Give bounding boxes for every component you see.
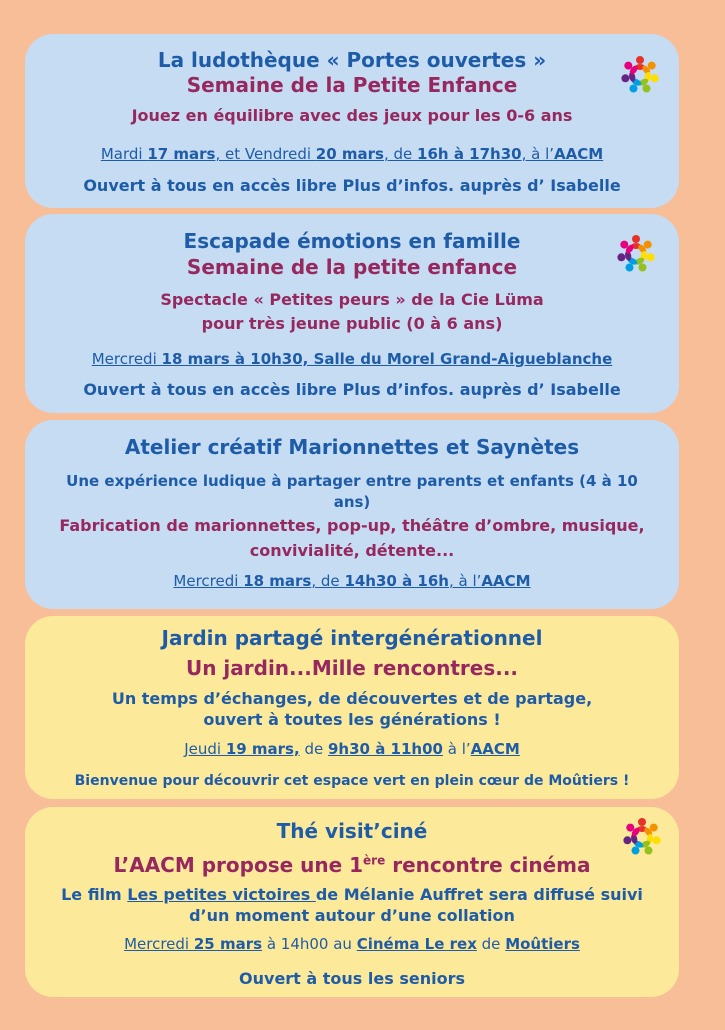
logo-figure-head bbox=[626, 264, 634, 272]
event-description: Le film Les petites victoires de Mélanie Auffret sera diffusé suivi bbox=[61, 885, 643, 904]
event-description: ans) bbox=[333, 493, 371, 511]
logo-figure-head bbox=[626, 824, 634, 832]
event-date: Mardi 17 mars, et Vendredi 20 mars, de 16h à 17h30, à l’AACM bbox=[100, 145, 604, 163]
event-footer: Ouvert à tous en accès libre Plus d’infos. auprès d’ Isabelle bbox=[83, 380, 621, 399]
logo-figure-head bbox=[647, 253, 655, 261]
event-subtitle: Semaine de la Petite Enfance bbox=[186, 73, 518, 97]
event-title: Thé visit’ciné bbox=[276, 819, 428, 843]
event-card-jardin bbox=[25, 616, 679, 799]
logo-figure-head bbox=[645, 847, 653, 855]
event-description: Spectacle « Petites peurs » de la Cie Lüma bbox=[160, 290, 544, 309]
event-card-ludotheque bbox=[25, 34, 679, 208]
event-card-escapade bbox=[25, 214, 679, 413]
event-subtitle: Un jardin...Mille rencontres... bbox=[185, 656, 519, 680]
event-subtitle: L’AACM propose une 1ère rencontre cinéma bbox=[113, 853, 591, 877]
event-subtitle: Semaine de la petite enfance bbox=[186, 255, 518, 279]
event-description: Un temps d’échanges, de découvertes et de partage, bbox=[111, 689, 593, 708]
logo-figure-head bbox=[638, 818, 646, 826]
event-date: Mercredi 18 mars à 10h30, Salle du Morel Grand-Aigueblanche bbox=[91, 350, 613, 368]
logo-figure-head bbox=[639, 264, 647, 272]
community-logo-icon bbox=[613, 231, 659, 277]
logo-figure-head bbox=[620, 241, 628, 249]
logo-figure-head bbox=[644, 241, 652, 249]
logo-figure-head bbox=[617, 253, 625, 261]
logo-figure-head bbox=[643, 85, 651, 93]
community-logo-icon bbox=[617, 52, 663, 98]
event-footer: Ouvert à tous en accès libre Plus d’infos. auprès d’ Isabelle bbox=[83, 176, 621, 195]
event-footer: Ouvert à tous les seniors bbox=[239, 969, 465, 988]
event-title: Jardin partagé intergénérationnel bbox=[161, 626, 543, 650]
event-description: d’un moment autour d’une collation bbox=[189, 906, 515, 925]
event-description: pour très jeune public (0 à 6 ans) bbox=[201, 314, 503, 333]
logo-figure-head bbox=[632, 235, 640, 243]
logo-figure-head bbox=[651, 74, 659, 82]
event-description: Une expérience ludique à partager entre parents et enfants (4 à 10 bbox=[66, 472, 638, 490]
event-card-cine bbox=[25, 807, 679, 997]
event-description: ouvert à toutes les générations ! bbox=[203, 710, 501, 729]
event-footer: Bienvenue pour découvrir cet espace vert en plein cœur de Moûtiers ! bbox=[74, 773, 630, 789]
logo-figure-head bbox=[636, 56, 644, 64]
logo-figure-head bbox=[648, 62, 656, 70]
event-title: La ludothèque « Portes ouvertes » bbox=[157, 48, 547, 72]
event-date: Mercredi 18 mars, de 14h30 à 16h, à l’AACM bbox=[173, 572, 531, 590]
event-title: Escapade émotions en famille bbox=[183, 229, 521, 253]
event-description: convivialité, détente... bbox=[249, 541, 455, 560]
event-description: Jouez en équilibre avec des jeux pour les 0-6 ans bbox=[131, 106, 573, 125]
event-date: Jeudi 19 mars, de 9h30 à 11h00 à l’AACM bbox=[184, 740, 520, 758]
logo-figure-head bbox=[630, 85, 638, 93]
event-description: Fabrication de marionnettes, pop-up, théâtre d’ombre, musique, bbox=[59, 516, 645, 535]
logo-figure-head bbox=[653, 836, 661, 844]
event-date: Mercredi 25 mars à 14h00 au Cinéma Le rex de Moûtiers bbox=[124, 935, 580, 953]
film-title: Les petites victoires bbox=[127, 885, 316, 904]
event-card-atelier bbox=[25, 420, 679, 609]
logo-figure-head bbox=[621, 74, 629, 82]
community-logo-icon bbox=[619, 814, 665, 860]
logo-figure-head bbox=[624, 62, 632, 70]
logo-figure-head bbox=[632, 847, 640, 855]
logo-figure-head bbox=[650, 824, 658, 832]
event-title: Atelier créatif Marionnettes et Saynètes bbox=[124, 435, 580, 459]
logo-figure-head bbox=[623, 836, 631, 844]
